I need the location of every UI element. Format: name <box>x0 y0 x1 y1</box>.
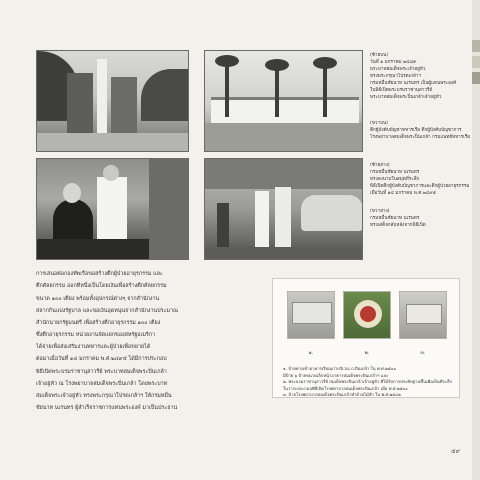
caption-line: (ซ้ายบน) <box>370 53 389 58</box>
thumbnail-label: ๑. <box>308 350 314 356</box>
caption-line: (ขวาล่าง) <box>370 209 390 214</box>
thumbnail-entrance-sign <box>287 291 335 339</box>
paragraph-line: สลากกินแบ่งรัฐบาล และขอเงินอุดหนุนจากสำนักงานประมาณ <box>36 307 178 314</box>
paragraph-line: สำนักนายกรัฐมนตรี เพื่อสร้างตึกอายุรกรรม ๑๐๐ เตียง <box>36 320 161 327</box>
caption-line: ทรงเสด็จกลับหลังจากพิธีเปิด <box>370 223 426 228</box>
note-line: ในวาระประกอบพิธีเปิดโรงพยาบาลสมเด็จพระปิ่นเกล้า เมื่อ พ.ศ.๒๕๐๐ <box>283 385 408 391</box>
photo-monument <box>36 50 189 152</box>
caption-line: พิธีเปิดตึกผู้บังคับบัญชาการและตึกผู้ป่วยอายุรกรรม <box>370 184 470 189</box>
paragraph-line: ชัยนาท นเรนทร ผู้สำเร็จราชการแทนพระองค์ มาเป็นประธาน <box>36 405 178 412</box>
photo-signing-ceremony <box>36 158 189 260</box>
caption-line: พระบาทสมเด็จพระเจ้าอยู่หัว <box>370 67 426 72</box>
note-line: มีป้าย ๖ ป้ายขนาดเล็กหน้าอาคารสมเด็จพระปิ่นเกล้าฯ และ <box>283 372 389 378</box>
page-edge-tab <box>472 0 480 480</box>
caption-line: พระบาทสมเด็จพระปิ่นเกล้าเจ้าอยู่หัว <box>370 95 442 100</box>
caption-line: ทรงลงนามในสมุดที่ระลึก <box>370 177 420 182</box>
paragraph-line: ขนาด ๑๐๐ เตียง พร้อมทั้งอุปกรณ์ต่างๆ จากสำนักงาน <box>36 295 160 302</box>
thumbnail-label: ๒. <box>364 350 370 356</box>
note-line: ๒. พระบรมราชานุสาวรีย์ สมเด็จพระปิ่นเกล้าเจ้าอยู่หัว ที่ได้รับการประดิษฐานขึ้นเพื่อเป็นที่ระลึก <box>283 379 453 384</box>
caption-line: (ขวาบน) <box>370 121 388 126</box>
page-number: ๕๙ <box>451 448 460 455</box>
paragraph-line: การเสนอต่อกองทัพเรือขอสร้างตึกผู้ป่วยอายุรกรรม และ <box>36 271 163 277</box>
edge-mark <box>472 56 480 68</box>
caption-line: (ซ้ายล่าง) <box>370 163 390 168</box>
edge-mark <box>472 72 480 84</box>
paragraph-line: พิธีเปิดพระบรมราชานุสาวรีย์ พระบาทสมเด็จพระปิ่นเกล้า <box>36 368 167 375</box>
caption-line: ในพิธีเปิดพระบรมราชานุสาวรีย์ <box>370 88 433 93</box>
caption-top-left <box>370 52 470 101</box>
caption-line: ตึกผู้บังคับบัญชาทหารเรือ ตึกผู้บังคับบัญชาการ <box>370 128 462 133</box>
thumbnail-monument-emblem <box>343 291 391 339</box>
caption-bottom-right <box>370 208 470 229</box>
thumbnail-label: ๓. <box>420 350 426 356</box>
photo-departure <box>204 158 363 260</box>
caption-line: กรมหมื่นชัยนาท นเรนทร <box>370 216 420 221</box>
notes-box <box>272 278 460 398</box>
caption-line: กรมหมื่นชัยนาท นเรนทร เป็นผู้แทนพระองค์ <box>370 81 457 86</box>
caption-line: กรมหมื่นชัยนาท นเรนทร <box>370 170 420 175</box>
paragraph-line: สมเด็จพระเจ้าอยู่หัว ทรงพระกรุณาโปรดเกล้าฯ ให้กรมหมื่น <box>36 393 172 400</box>
body-paragraph <box>36 341 258 415</box>
paragraph-line: ซึ่งตึกอายุรกรรม หน่วยงานจัดแยกของสหรัฐอเมริกา <box>36 332 156 339</box>
paragraph-line: ตึกศัลยกรรม ออกทีหนึ่งเป็นโดยเงินเพื่อสร้างตึกศัลยกรรม <box>36 283 167 290</box>
paragraph-line: เจ้าอยู่หัว ณ โรงพยาบาลสมเด็จพระปิ่นเกล้า โดยพระบาท <box>36 380 168 387</box>
photo-hospital-building <box>204 50 363 152</box>
thumbnail-wood-sign <box>399 291 447 339</box>
note-line: ๑. ป้ายทางเข้าอาคารเรียนเก่าบริเวณ ถ.ปิ่นเกล้า ใน พ.ศ.๒๕๐๐ <box>283 366 397 371</box>
caption-line: วันที่ ๑ มกราคม ๒๔๘๙ <box>370 60 417 65</box>
caption-line: โรงพยาบาลสมเด็จพระปิ่นเกล้า กรมแพทย์ทหารเรือ <box>370 135 470 140</box>
note-line: ๓. ป้ายโรงพยาบาลสมเด็จพระปิ่นเกล้าทำด้วยไม้สัก ใน พ.ศ.๒๕๐๒ <box>283 392 401 397</box>
edge-mark <box>472 40 480 52</box>
paragraph-line: ได้จ่ายเพื่อส่งเสริมงานทหารและผู้ป่วยเพื่อขยายได้ <box>36 344 151 350</box>
body-paragraph <box>36 268 258 342</box>
caption-top-right <box>370 120 470 141</box>
caption-bottom-left <box>370 162 470 197</box>
paragraph-line: ต่อมาเมื่อวันที่ ๑๔ มกราคม พ.ศ.๒๔๙๕ ได้มีการประกอบ <box>36 356 167 363</box>
caption-line: ทรงพระกรุณาโปรดเกล้าฯ <box>370 74 421 79</box>
caption-line: เมื่อวันที่ ๑๔ มกราคม พ.ศ.๒๔๙๕ <box>370 191 437 196</box>
